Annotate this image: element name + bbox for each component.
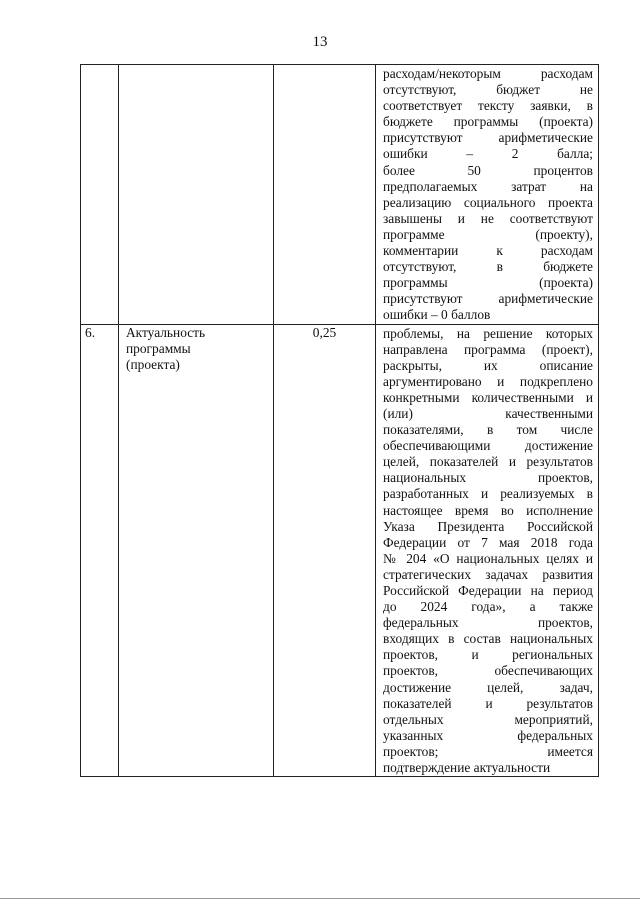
description-line: направлена программа (проект), <box>383 341 593 357</box>
criteria-table <box>80 64 599 777</box>
description-line: подтверждение актуальности <box>383 760 551 776</box>
criterion-name-cell <box>119 324 274 777</box>
description-line: отдельных мероприятий, <box>383 711 593 727</box>
description-line: (или) качественными <box>383 405 593 421</box>
description-line: конкретными количественными и <box>383 389 593 405</box>
description-line: отсутствуют, бюджет не <box>383 82 593 98</box>
description-line: ошибки – 0 баллов <box>383 307 491 323</box>
criterion-description-cell <box>376 324 599 777</box>
description-line: программе (проекту), <box>383 226 593 242</box>
description-line: предполагаемых затрат на <box>383 178 593 194</box>
weight-cell: 0,25 <box>274 324 376 777</box>
description-line: федеральных проектов, <box>383 615 593 631</box>
description-line: завышены и не соответствуют <box>383 210 593 226</box>
description-line: Федерации от 7 мая 2018 года <box>383 534 593 550</box>
description-line: комментарии к расходам <box>383 243 593 259</box>
description-line: достижение целей, задач, <box>383 679 593 695</box>
description-line: проблемы, на решение которых <box>383 325 593 341</box>
description-line: обеспечивающими достижение <box>383 438 593 454</box>
description-line: отсутствуют, в бюджете <box>383 259 593 275</box>
weight-cell <box>274 65 376 325</box>
description-line: проектов; имеется <box>383 743 593 759</box>
criterion-name-line: Актуальность <box>126 324 206 340</box>
description-line: проектов, и региональных <box>383 647 593 663</box>
description-line: расходам/некоторым расходам <box>383 66 593 81</box>
criterion-name-cell <box>119 65 274 325</box>
description-line: соответствует тексту заявки, в <box>383 98 593 114</box>
description-line: целей, показателей и результатов <box>383 454 593 470</box>
description-line: реализацию социального проекта <box>383 194 593 210</box>
description-line: указанных федеральных <box>383 727 593 743</box>
description-line: показателей и результатов <box>383 695 593 711</box>
description-line: проектов, обеспечивающих <box>383 663 593 679</box>
criterion-name-line: (проекта) <box>126 356 180 372</box>
description-line: Указа Президента Российской <box>383 518 593 534</box>
description-line: входящих в состав национальных <box>383 631 593 647</box>
description-line: аргументировано и подкреплено <box>383 373 593 389</box>
description-line: разработанных и реализуемых в <box>383 486 593 502</box>
criterion-description-cell <box>376 65 599 325</box>
description-line: присутствуют арифметические <box>383 291 593 307</box>
description-line: ошибки – 2 балла; <box>383 146 593 162</box>
description-line: более 50 процентов <box>383 162 593 178</box>
row-number-cell <box>81 65 119 325</box>
description-line: присутствуют арифметические <box>383 130 593 146</box>
criteria-table-body <box>81 65 599 777</box>
description-line: бюджете программы (проекта) <box>383 114 593 130</box>
footer-rule <box>0 898 640 899</box>
description-line: настоящее время во исполнение <box>383 502 593 518</box>
page-number: 13 <box>312 34 328 50</box>
description-line: Российской Федерации на период <box>383 583 593 598</box>
description-line: национальных проектов, <box>383 470 593 486</box>
description-line: стратегических задачах развития <box>383 566 593 582</box>
description-line: раскрыты, их описание <box>383 357 593 373</box>
criterion-name-line: программы <box>126 340 191 356</box>
description-line: до 2024 года», а также <box>383 599 593 615</box>
row-number-cell: 6. <box>81 324 119 777</box>
table-row <box>81 65 599 325</box>
description-line: программы (проекта) <box>383 275 593 291</box>
table-row <box>81 324 599 777</box>
description-line: № 204 «О национальных целях и <box>383 550 593 566</box>
description-line: показателями, в том числе <box>383 422 593 438</box>
